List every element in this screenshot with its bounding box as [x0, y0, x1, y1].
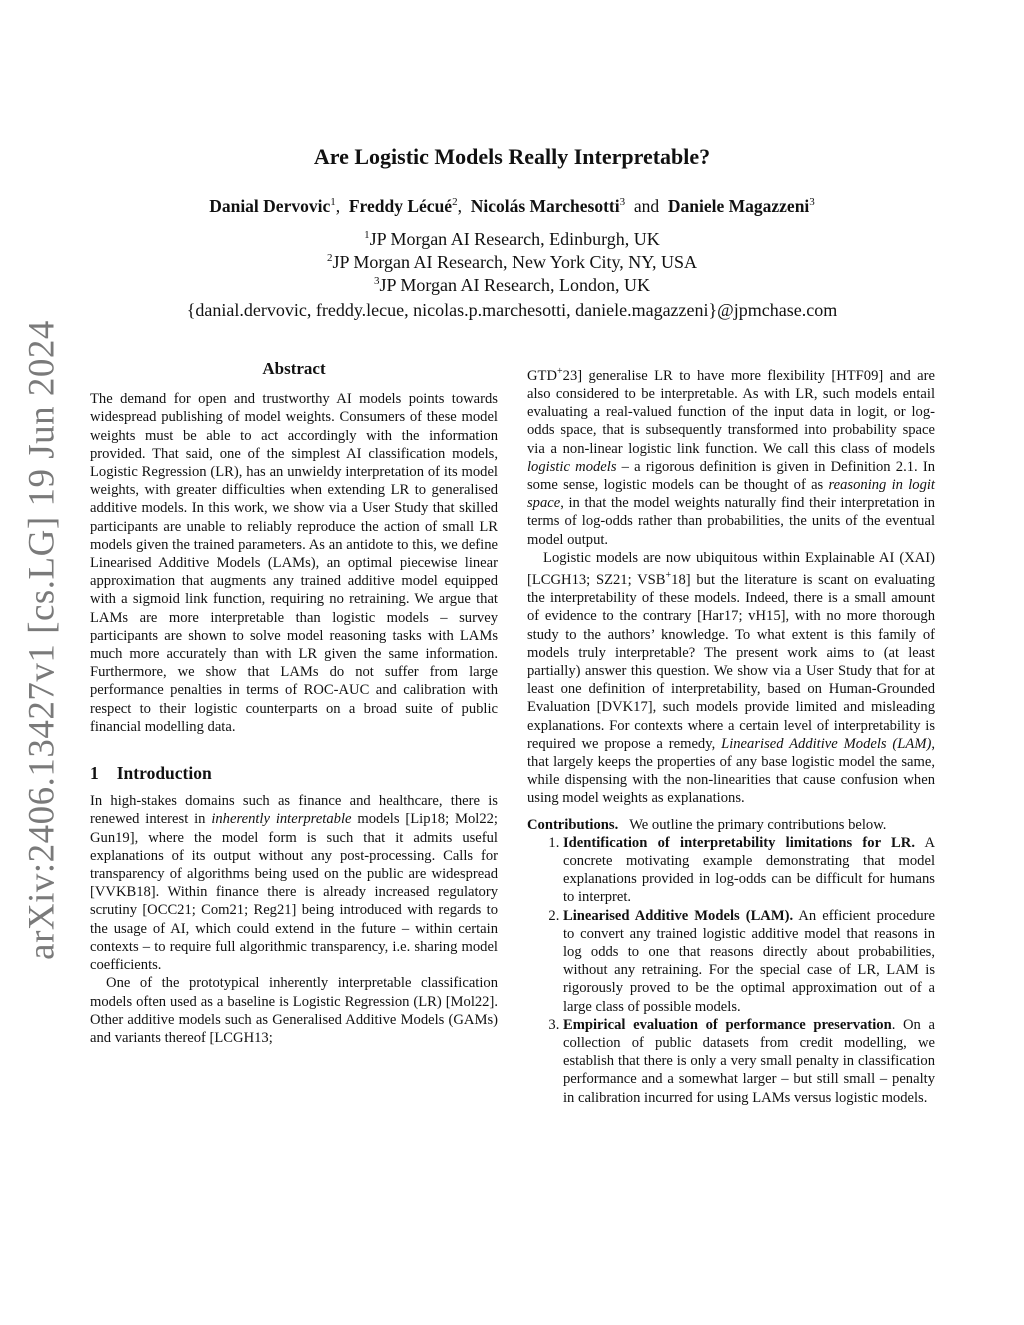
- contribution-title: Identification of interpretability limitations for LR.: [563, 834, 915, 851]
- contribution-title: Empirical evaluation of performance preservation: [563, 1016, 892, 1033]
- section-number: 1: [90, 763, 99, 784]
- author-name: Daniele Magazzeni: [667, 196, 810, 216]
- intro-paragraph: [90, 792, 498, 974]
- section-title: Introduction: [116, 763, 212, 784]
- paper-title: Are Logistic Models Really Interpretable?: [313, 144, 711, 169]
- author-conjunction: and: [633, 196, 660, 216]
- author-list: [0, 196, 1024, 217]
- emphasis: reasoning in logit space: [527, 477, 935, 512]
- list-item: [563, 1016, 935, 1107]
- author-name: Nicolás Marchesotti: [470, 196, 620, 216]
- list-item: [563, 834, 935, 907]
- contribution-title: Linearised Additive Models (LAM).: [563, 907, 794, 924]
- author-affiliation-mark: 3: [619, 196, 626, 209]
- intro-paragraph: One of the prototypical inherently interpretable classification models often used as a baseline is Logistic Regression (LR) [Mol22]. Other additive models such as Generalised Additive Models (GAMs) and variants thereof [LCGH13;: [90, 975, 498, 1046]
- affiliation: [0, 251, 1024, 274]
- author-emails: {danial.dervovic, freddy.lecue, nicolas.p.marchesotti, daniele.magazzeni}@jpmchase.com: [186, 300, 838, 320]
- text-run: Logistic models are now ubiquitous within Explainable AI (XAI) [LCGH13; SZ21; VSB: [527, 549, 935, 588]
- left-column: [90, 360, 498, 1047]
- emphasis: Linearised Additive Models (LAM): [721, 735, 932, 752]
- affiliation: [0, 228, 1024, 251]
- affiliation-mark: 2: [326, 252, 333, 264]
- contributions-heading: Contributions.: [527, 816, 619, 833]
- text-run: , that largely keeps the properties of any base logistic model the same, while dispensing with the non-linearities that cause confusion when using model weights as explanations.: [527, 735, 935, 807]
- arxiv-identifier: arXiv:2406.13427v1 [cs.LG] 19 Jun 2024: [21, 320, 63, 960]
- author-affiliation-mark: 2: [452, 196, 458, 209]
- section-heading: [90, 764, 498, 782]
- superscript: +: [665, 570, 672, 582]
- contributions-intro: [527, 816, 935, 834]
- text-run: models [Lip18; Mol22; Gun19], where the model form is such that it admits useful explanations of its output without any post-processing. Calls for transparency of algorithms being used on the public are widespread [VVKB18]. Within finance there is already increased regulatory scrutiny [OCC21; Com21; Reg21] being introduced with regards to the usage of AI, which could extend in the future – within certain contexts – to require full algorithmic transparency, i.e. sharing model coefficients.: [90, 811, 498, 974]
- text-run: In high-stakes domains such as finance and healthcare, there is renewed interest in: [90, 793, 498, 828]
- contribution-text: A concrete motivating example demonstrating that model explanations provided in log-odds can be difficult for humans to interpret.: [563, 834, 935, 906]
- text-run: GTD: [527, 367, 557, 384]
- affiliation-text: JP Morgan AI Research, London, UK: [379, 275, 650, 295]
- intro-paragraph: [527, 363, 935, 549]
- author-separator: ,: [457, 196, 462, 216]
- contribution-text: An efficient procedure to convert any trained logistic additive model that reasons in log odds to one that reasons directly about probabilities, without any retraining. For the special case of LR, LAM is rigorously proved to be the optimal approximation out of a large class of possible models.: [563, 907, 935, 1015]
- emphasis: logistic models: [527, 458, 617, 475]
- abstract-heading: Abstract: [262, 359, 326, 378]
- affiliation-text: JP Morgan AI Research, New York City, NY, USA: [332, 252, 697, 272]
- text-run: 23] generalise LR to have more flexibility [HTF09] and are also considered to be interpretable. As with LR, such models entail evaluating a real-valued function of the input data in logit, or log-odds space, that is subsequently transformed into probability space via a non-linear logistic link function. We call this class of models: [527, 367, 935, 457]
- superscript: +: [557, 366, 563, 377]
- author-affiliation-mark: 1: [330, 196, 336, 209]
- affiliation-list: [0, 228, 1024, 297]
- contributions-list: [527, 834, 935, 1107]
- author-name: Danial Dervovic: [209, 196, 331, 216]
- contributions-lead: We outline the primary contributions below.: [629, 816, 887, 833]
- list-item: [563, 907, 935, 1016]
- author-affiliation-mark: 3: [809, 196, 815, 209]
- text-run: 18] but the literature is scant on evaluating the interpretability of these models. Indeed, there is a small amount of evidence to the contrary [Har17; vH15], with no more thorough study to the authors’ knowledge. To what extent is this family of models truly interpretable? The present work aims to (at least partially) answer this question. We show via a User Study that for at least one definition of interpretability, based on Human-Grounded Evaluation [DVK17], such models provide limited and misleading explanations. For contexts where a certain level of interpretability is required we propose a remedy,: [527, 571, 935, 752]
- intro-paragraph: [527, 549, 935, 808]
- affiliation-mark: 1: [364, 229, 370, 241]
- author-separator: ,: [335, 196, 341, 216]
- affiliation-mark: 3: [374, 275, 380, 287]
- text-run: , in that the model weights naturally find their interpretation in terms of log-odds rather than probabilities, the units of the eventual model output.: [527, 495, 935, 548]
- affiliation-text: JP Morgan AI Research, Edinburgh, UK: [369, 229, 660, 249]
- contribution-text: . On a collection of public datasets from credit modelling, we establish that there is only a very small penalty in classification performance and a somewhat larger – but still small – penalty in calibration incurred for using LAMs versus logistic models.: [563, 1016, 935, 1106]
- text-run: – a rigorous definition is given in Definition 2.1. In some sense, logistic models can be thought of as: [527, 458, 935, 494]
- emphasis: inherently interpretable: [211, 811, 352, 828]
- right-column: [527, 363, 935, 1107]
- author-name: Freddy Lécué: [348, 196, 453, 216]
- abstract-text: The demand for open and trustworthy AI models points towards widespread publishing of model weights. Consumers of these model weights must be able to act accordingly with the information provided. That said, one of the simplest AI classification models, Logistic Regression (LR), has an unwieldy interpretation of its model weights, with greater difficulties when extending LR to generalised additive models. In this work, we show via a User Study that skilled participants are unable to reliably reproduce the action of small LR models given the trained parameters. As an antidote to this, we define Linearised Additive Models (LAMs), an optimal piecewise linear approximation that augments any trained additive model equipped with a sigmoid link function, requiring no retraining. We argue that LAMs are more interpretable than logistic models – survey participants are shown to solve model reasoning tasks with LAMs much more accurately than with LR given the same information. Furthermore, we show that LAMs do not suffer from large performance penalties in terms of ROC-AUC and calibration with respect to their logistic counterparts on a broad suite of public financial modelling data.: [90, 391, 498, 735]
- affiliation: [0, 274, 1024, 297]
